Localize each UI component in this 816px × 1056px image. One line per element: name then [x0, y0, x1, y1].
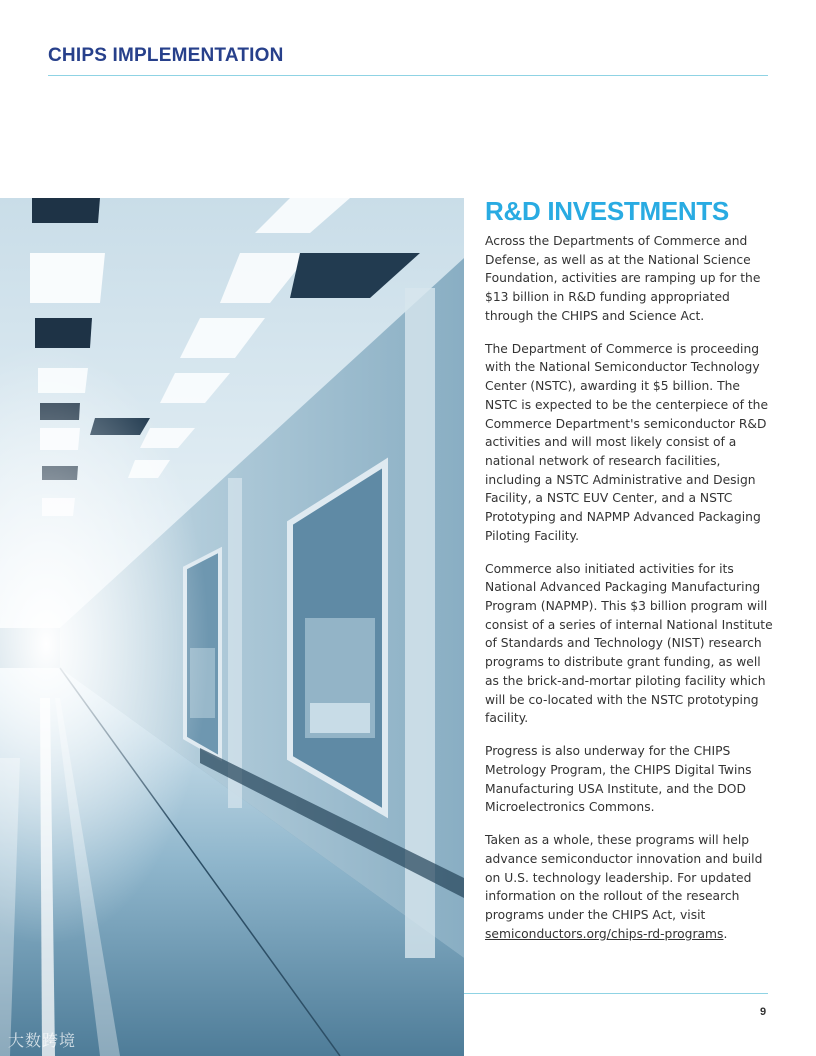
paragraph-1: Across the Departments of Commerce and Defense, as well as at the National Science Foundation, activities are ramping up for the $13 billion in R&D funding appropriated through the CHIPS and Science Act. [485, 234, 761, 323]
footer-rule [464, 993, 768, 994]
section-title: R&D INVESTMENTS [485, 196, 729, 226]
paragraph-3: Commerce also initiated activities for its National Advanced Packaging Manufacturing Program (NAPMP). This $3 billion program will consist of a series of internal National Institute of Standards and Technology (NIST) research programs to distribute grant funding, as well as the brick-and-mortar piloting facility which will be co-located with the NSTC prototyping facility. [485, 561, 773, 726]
paragraph-4: Progress is also underway for the CHIPS Metrology Program, the CHIPS Digital Twins Manufacturing USA Institute, and the DOD Microelectronics Commons. [485, 744, 752, 815]
paragraph-5-text: Taken as a whole, these programs will help advance semiconductor innovation and build on U.S. technology leadership. For updated information on the rollout of the research programs under the CHIPS Act, visit [485, 833, 763, 922]
paragraph-5-end: . [723, 926, 728, 941]
body-text [485, 232, 775, 958]
cleanroom-corridor-photo [0, 198, 464, 1056]
page-number: 9 [760, 1006, 767, 1018]
chips-rd-programs-link[interactable]: semiconductors.org/chips-rd-programs [485, 926, 724, 941]
watermark-text: 大数跨境 [8, 1031, 77, 1050]
header-rule [48, 75, 768, 76]
paragraph-5 [485, 831, 775, 943]
header-title: CHIPS IMPLEMENTATION [48, 45, 284, 66]
watermark [8, 1028, 76, 1051]
paragraph-2: The Department of Commerce is proceeding with the National Semiconductor Technology Center (NSTC), awarding it $5 billion. The NSTC is expected to be the centerpiece of the Commerce Department's semiconductor R&D activities and will most likely consist of a national network of research facilities, including a NSTC Administrative and Design Facility, a NSTC EUV Center, and a NSTC Prototyping and NAPMP Advanced Packaging Piloting Facility. [485, 341, 769, 543]
